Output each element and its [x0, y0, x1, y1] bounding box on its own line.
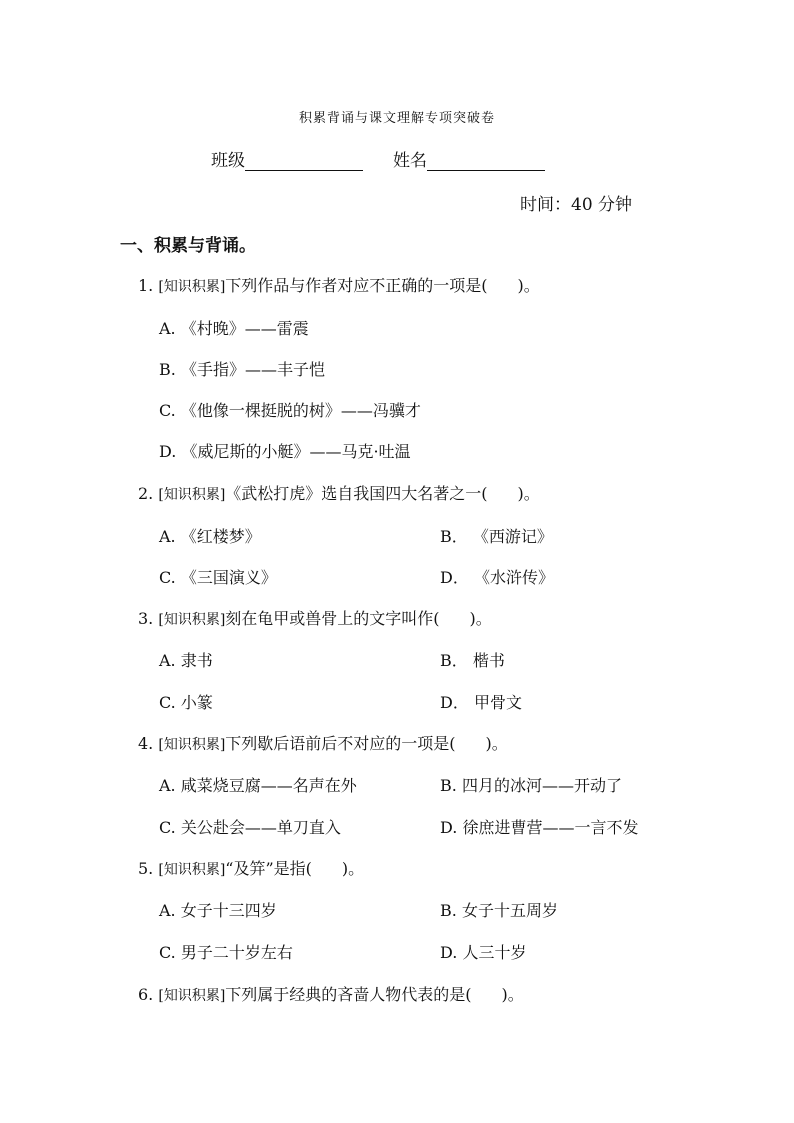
question-stem: “及笄”是指(	[225, 859, 312, 878]
question-end: )。	[517, 484, 540, 503]
option-c	[159, 815, 341, 838]
question-tag: [知识积累]	[158, 279, 226, 295]
question-number: 1.	[138, 276, 154, 295]
option-letter: A.	[159, 651, 176, 670]
option-d	[440, 815, 638, 838]
question-stem: 下列属于经典的吝啬人物代表的是(	[225, 985, 472, 1004]
option-text: 女子十五周岁	[461, 901, 558, 920]
option-d	[440, 940, 526, 963]
option-a	[159, 524, 261, 547]
option-text: 男子二十岁左右	[180, 943, 293, 962]
option-letter: D.	[440, 943, 458, 962]
option-b	[440, 648, 505, 671]
option-letter: B．	[440, 527, 468, 546]
option-text: 隶书	[180, 651, 213, 670]
option-d	[440, 565, 554, 588]
option-letter: D.	[440, 818, 458, 837]
question-1	[138, 273, 540, 296]
question-5	[138, 856, 364, 879]
option-c	[159, 940, 293, 963]
option-text: 徐庶进曹营——一言不发	[462, 818, 639, 837]
option-letter: C.	[159, 568, 176, 587]
name-blank[interactable]	[427, 152, 545, 171]
option-letter: D．	[440, 568, 469, 587]
question-number: 4.	[138, 734, 154, 753]
class-blank[interactable]	[245, 152, 363, 171]
option-a	[159, 648, 213, 671]
option-c	[159, 690, 213, 713]
option-letter: C.	[159, 943, 176, 962]
section-heading: 一、积累与背诵。	[120, 236, 256, 256]
question-number: 5.	[138, 859, 154, 878]
question-end: )。	[341, 859, 365, 878]
time-limit: 时间：40 分钟	[520, 195, 633, 215]
option-letter: B.	[440, 901, 457, 920]
option-letter: A.	[159, 319, 176, 338]
option-text: 咸菜烧豆腐——名声在外	[180, 776, 357, 795]
question-tag: [知识积累]	[158, 862, 226, 878]
option-text: 人三十岁	[462, 943, 527, 962]
option-c	[159, 565, 277, 588]
question-end: )。	[469, 609, 492, 628]
option-a	[159, 316, 309, 339]
option-b	[440, 898, 558, 921]
question-4	[138, 731, 508, 754]
option-text: 四月的冰河——开动了	[461, 776, 622, 795]
option-text: 女子十三四岁	[180, 901, 277, 920]
question-6	[138, 982, 524, 1005]
option-text: 《水浒传》	[473, 568, 554, 587]
option-b	[440, 524, 553, 547]
question-stem: 《武松打虎》选自我国四大名著之一(	[225, 484, 488, 503]
question-end: )。	[485, 734, 508, 753]
option-letter: B.	[159, 360, 176, 379]
student-info-fields	[211, 146, 545, 171]
option-a	[159, 773, 357, 796]
question-stem: 刻在龟甲或兽骨上的文字叫作(	[225, 609, 440, 628]
option-b	[440, 773, 622, 796]
option-text: 小篆	[180, 693, 213, 712]
question-tag: [知识积累]	[158, 737, 226, 753]
question-2	[138, 481, 540, 504]
option-text: 《手指》——丰子恺	[180, 360, 325, 379]
option-letter: A.	[159, 776, 176, 795]
option-letter: A.	[159, 527, 176, 546]
name-label: 姓名	[393, 151, 427, 171]
question-tag: [知识积累]	[158, 612, 226, 628]
question-number: 3.	[138, 609, 154, 628]
option-text: 《西游记》	[472, 527, 553, 546]
option-b	[159, 357, 325, 380]
question-tag: [知识积累]	[158, 487, 226, 503]
option-letter: D.	[159, 442, 177, 461]
option-letter: C.	[159, 818, 176, 837]
question-stem: 下列作品与作者对应不正确的一项是(	[225, 276, 488, 295]
option-text: 《威尼斯的小艇》——马克·吐温	[181, 442, 411, 461]
question-stem: 下列歇后语前后不对应的一项是(	[225, 734, 456, 753]
class-label: 班级	[211, 151, 245, 171]
option-text: 《他像一棵挺脱的树》——冯骥才	[180, 401, 421, 420]
option-text: 甲骨文	[473, 693, 522, 712]
option-letter: D．	[440, 693, 469, 712]
option-letter: B.	[440, 776, 457, 795]
question-end: )。	[501, 985, 524, 1004]
option-d	[440, 690, 522, 713]
option-text: 关公赴会——单刀直入	[180, 818, 341, 837]
option-c	[159, 398, 421, 421]
option-letter: C.	[159, 401, 176, 420]
question-number: 2.	[138, 484, 154, 503]
option-text: 《三国演义》	[180, 568, 277, 587]
option-text: 《红楼梦》	[180, 527, 261, 546]
option-text: 楷书	[472, 651, 505, 670]
document-title: 积累背诵与课文理解专项突破卷	[298, 111, 495, 126]
option-letter: B．	[440, 651, 468, 670]
option-letter: C.	[159, 693, 176, 712]
question-end: )。	[517, 276, 540, 295]
question-tag: [知识积累]	[158, 988, 226, 1004]
option-text: 《村晚》——雷震	[180, 319, 309, 338]
option-a	[159, 898, 277, 921]
option-letter: A.	[159, 901, 176, 920]
question-3	[138, 606, 492, 629]
question-number: 6.	[138, 985, 154, 1004]
option-d	[159, 439, 411, 462]
